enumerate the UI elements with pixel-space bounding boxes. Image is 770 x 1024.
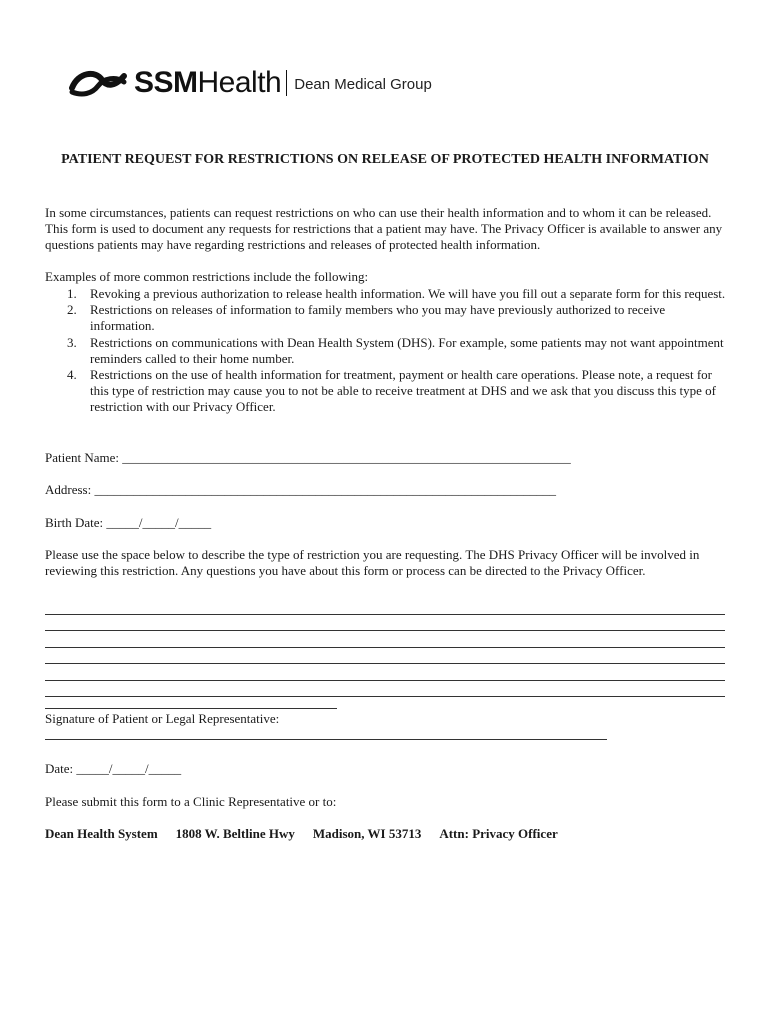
city: Madison, WI 53713 — [312, 826, 422, 841]
signature-label: Signature of Patient or Legal Representative: — [45, 711, 280, 726]
org-name: Dean Health System — [45, 826, 158, 841]
writing-line[interactable] — [45, 598, 725, 615]
brand-regular: Health — [197, 66, 282, 99]
brand-bold: SSM — [134, 66, 198, 99]
writing-line[interactable] — [45, 681, 725, 698]
examples-heading: Examples of more common restrictions include the following: — [45, 269, 369, 284]
patient-name-field[interactable]: Patient Name: _____________________________________________________________________ — [45, 450, 571, 465]
writing-line-short[interactable] — [45, 708, 337, 709]
signature-line[interactable] — [45, 739, 607, 740]
street: 1808 W. Beltline Hwy — [175, 826, 295, 841]
ssm-health-logo — [68, 66, 432, 100]
mailing-address — [45, 826, 727, 842]
writing-line[interactable] — [45, 664, 725, 681]
writing-line[interactable] — [45, 631, 725, 648]
brand-name — [134, 68, 281, 98]
examples-list — [45, 286, 727, 416]
submit-instructions: Please submit this form to a Clinic Representative or to: — [45, 794, 337, 809]
description-lines[interactable] — [45, 598, 725, 697]
group-name: Dean Medical Group — [294, 75, 432, 93]
list-item: 4. Restrictions on the use of health information for treatment, payment or health care operations. Please note, a request for this type of restriction may cause you to not be able to receive treatment at DHS and we ask that you discuss this type of restriction with our Privacy Officer. — [67, 367, 717, 415]
logo-divider — [286, 70, 287, 96]
form-title: PATIENT REQUEST FOR RESTRICTIONS ON RELEASE OF PROTECTED HEALTH INFORMATION — [61, 152, 709, 167]
address-field[interactable]: Address: _______________________________________________________________________ — [45, 482, 556, 497]
writing-line[interactable] — [45, 615, 725, 632]
list-item: 1. Revoking a previous authorization to release health information. We will have you fill out a separate form for this request. — [67, 286, 726, 301]
attn: Attn: Privacy Officer — [439, 826, 558, 841]
list-item: 3. Restrictions on communications with Dean Health System (DHS). For example, some patients may not want appointment reminders called to their home number. — [67, 334, 724, 366]
ssm-swirl-icon — [68, 68, 128, 98]
list-item: 2. Restrictions on releases of information to family members who you may have previously authorized to receive information. — [67, 302, 666, 334]
describe-paragraph: Please use the space below to describe the type of restriction you are requesting. The DHS Privacy Officer will be involved in reviewing this restriction. Any questions you have about this form or process can be directed to the Privacy Officer. — [45, 547, 700, 578]
intro-paragraph: In some circumstances, patients can request restrictions on who can use their health information and to whom it can be released. This form is used to document any requests for restrictions that a patient may have. The Privacy Officer is available to answer any questions patients may have regarding restrictions and releases of protected health information. — [45, 205, 723, 252]
birth-date-field[interactable]: Birth Date: _____/_____/_____ — [45, 515, 212, 530]
writing-line[interactable] — [45, 648, 725, 665]
date-field[interactable]: Date: _____/_____/_____ — [45, 761, 182, 776]
